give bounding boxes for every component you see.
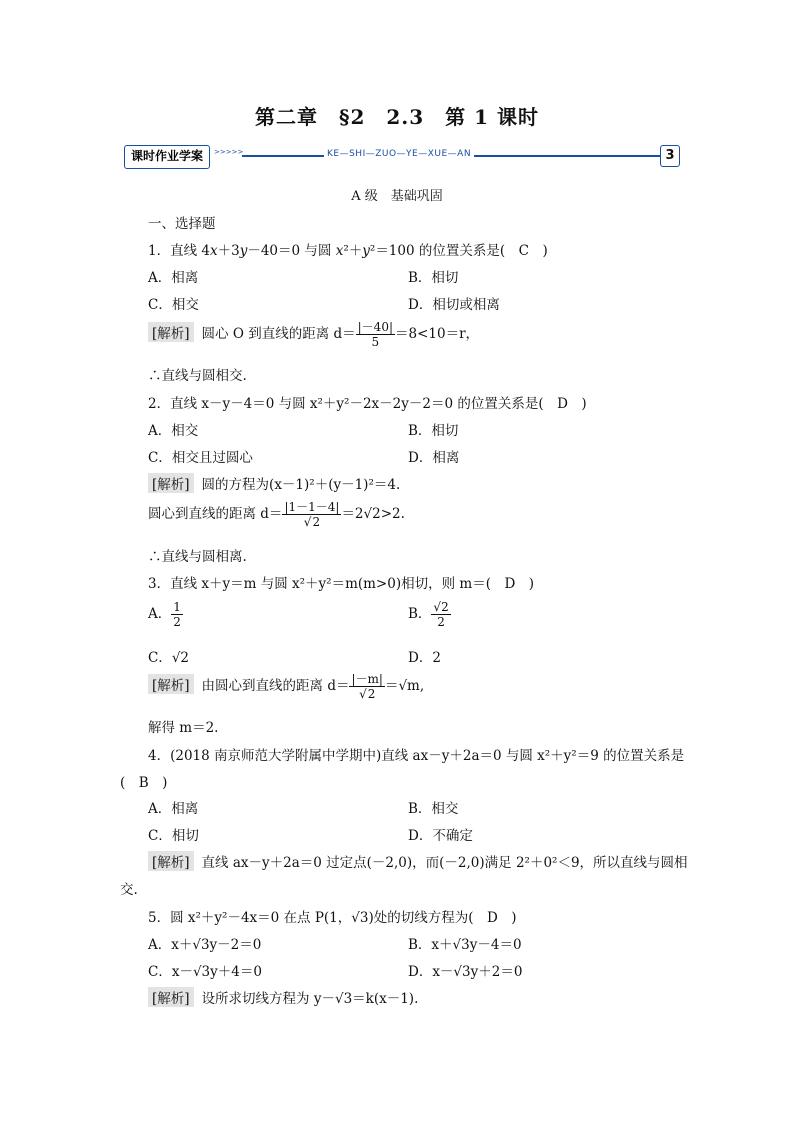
q1-option-b: B．相切: [408, 270, 459, 286]
q2-option-a: A．相交: [148, 423, 199, 439]
q3-option-b: B． $\frac{√2}{2}$: [408, 600, 449, 629]
q4-option-a: A．相离: [148, 801, 199, 817]
q5-option-a: A．x＋√3y－2＝0: [148, 937, 262, 953]
section-banner: [124, 145, 680, 167]
q4-option-c: C．相切: [148, 828, 199, 844]
q2-solution-1: [解析] 圆的方程为(x－1)²＋(y－1)²＝4.: [148, 473, 400, 493]
question-4-stem: 4．(2018 南京师范大学附属中学期中)直线 ax－y＋2a＝0 与圆 x²＋y²＝9 的位置关系是: [148, 748, 685, 764]
q2-conclusion: ∴直线与圆相离.: [148, 549, 247, 565]
q2-option-c: C．相交且过圆心: [148, 450, 253, 466]
q4-option-b: B．相交: [408, 801, 459, 817]
question-3-stem: 3．直线 x＋y＝m 与圆 x²＋y²＝m(m>0)相切，则 m＝( D ): [148, 576, 535, 592]
q3-solution: [解析] 由圆心到直线的距离 d＝ $\frac{|-m|}{√2}$ ＝√m,: [148, 672, 424, 701]
banner-pinyin: KE—SHI—ZUO—YE—XUE—AN: [324, 149, 474, 159]
question-5-stem: 5．圆 x²＋y²－4x＝0 在点 P(1，√3)处的切线方程为( D ): [148, 910, 517, 926]
q2-solution-2: 圆心到直线的距离 d＝ $\frac{|1-1-4|}{√2}$ ＝2√2>2.: [148, 500, 405, 529]
q3-option-a: A． $\frac{1}{2}$: [148, 600, 181, 629]
solution-tag: [解析]: [148, 322, 194, 342]
q4-answer: ( B ): [120, 775, 168, 791]
q5-option-d: D．x－√3y＋2＝0: [408, 964, 523, 980]
question-1-stem: 1．直线 4x＋3y－40＝0 与圆 x²＋y²＝100 的位置关系是( C ): [148, 243, 548, 259]
q4-solution-end: 交.: [120, 882, 138, 898]
q1-option-c: C．相交: [148, 297, 199, 313]
q5-solution: [解析] 设所求切线方程为 y－√3＝k(x－1).: [148, 987, 418, 1007]
q4-option-d: D．不确定: [408, 828, 473, 844]
banner-number: 3: [660, 145, 680, 167]
q4-solution: [解析] 直线 ax－y＋2a＝0 过定点(－2,0)，而(－2,0)满足 2²＋0²＜9，所以直线与圆相: [148, 851, 688, 871]
q5-option-c: C．x－√3y＋4＝0: [148, 964, 262, 980]
page-title: 第二章 §2 2.3 第 1 课时: [254, 105, 539, 129]
q1-conclusion: ∴直线与圆相交.: [148, 368, 247, 384]
banner-arrows: >>>>>: [214, 148, 244, 156]
q2-option-d: D．相离: [408, 450, 460, 466]
q3-option-c: C．√2: [148, 650, 190, 666]
level-heading: A 级 基础巩固: [351, 189, 443, 204]
question-2-stem: 2．直线 x－y－4＝0 与圆 x²＋y²－2x－2y－2＝0 的位置关系是( D ): [148, 396, 587, 412]
banner-label: 课时作业学案: [124, 145, 210, 169]
q3-option-d: D．2: [408, 650, 441, 666]
q5-option-b: B．x＋√3y－4＝0: [408, 937, 522, 953]
q1-option-d: D．相切或相离: [408, 297, 500, 313]
q1-solution: [解析] 圆心 O 到直线的距离 d＝ $\frac{|-40|}{5}$ ＝8<10＝r，: [148, 320, 479, 349]
section-heading: 一、选择题: [148, 216, 216, 232]
q1-option-a: A．相离: [148, 270, 199, 286]
q3-conclusion: 解得 m＝2.: [148, 720, 219, 736]
q2-option-b: B．相切: [408, 423, 459, 439]
